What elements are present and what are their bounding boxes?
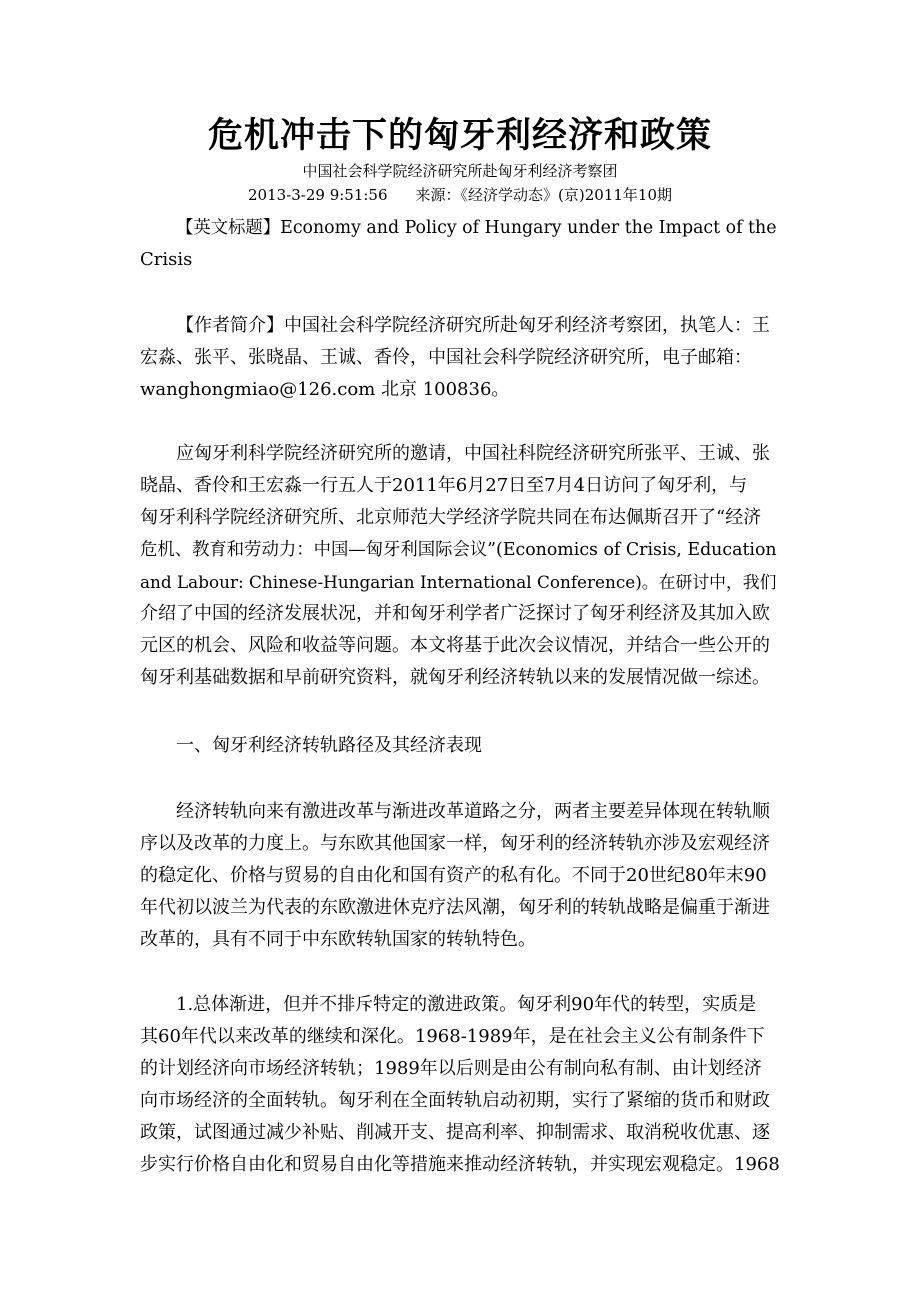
- paragraph-line: 1.总体渐进，但并不排斥特定的激进政策。匈牙利90年代的转型，实质是: [176, 994, 757, 1015]
- section1-paragraph-2: [140, 989, 780, 1181]
- paragraph-line: 步实行价格自由化和贸易自由化等措施来推动经济转轨，并实现宏观稳定。1968: [140, 1154, 780, 1175]
- paragraph-line: 匈牙利科学院经济研究所、北京师范大学经济学院共同在布达佩斯召开了“经济: [140, 507, 762, 528]
- paragraph-line: 元区的机会、风险和收益等问题。本文将基于此次会议情况，并结合一些公开的: [140, 635, 770, 656]
- publish-date: 2013-3-29 9:51:56: [247, 186, 388, 204]
- paragraph-line: 应匈牙利科学院经济研究所的邀请，中国社科院经济研究所张平、王诚、张: [176, 443, 770, 464]
- source-label: 来源：《经济学动态》(京)2011年10期: [415, 186, 672, 204]
- section-heading-text: 一、匈牙利经济转轨路径及其经济表现: [176, 735, 482, 756]
- section-heading: [140, 730, 780, 762]
- paragraph-line: 【英文标题】Economy and Policy of Hungary under the Impact of the: [176, 218, 777, 238]
- paragraph-line: 其60年代以来改革的继续和深化。1968-1989年，是在社会主义公有制条件下: [140, 1026, 765, 1047]
- paragraph-line: 介绍了中国的经济发展状况，并和匈牙利学者广泛探讨了匈牙利经济及其加入欧: [140, 603, 770, 624]
- paragraph-line: 的计划经济向市场经济转轨；1989年以后则是由公有制向私有制、由计划经济: [140, 1058, 762, 1079]
- paragraph-line: 改革的，具有不同于中东欧转轨国家的转轨特色。: [140, 929, 536, 950]
- paragraph-line: 向市场经济的全面转轨。匈牙利在全面转轨启动初期，实行了紧缩的货币和财政: [140, 1090, 770, 1111]
- paragraph-line: wanghongmiao@126.com 北京 100836。: [140, 379, 510, 400]
- paragraph-line: 危机、教育和劳动力：中国—匈牙利国际会议”(Economics of Crisis, Education: [140, 540, 777, 560]
- paragraph-line: 的稳定化、价格与贸易的自由化和国有资产的私有化。不同于20世纪80年末90: [140, 865, 767, 886]
- paragraph-line: 序以及改革的力度上。与东欧其他国家一样，匈牙利的经济转轨亦涉及宏观经济: [140, 833, 770, 854]
- publication-meta: [0, 184, 920, 205]
- paragraph-line: 宏淼、张平、张晓晶、王诚、香伶，中国社会科学院经济研究所，电子邮箱：: [140, 347, 752, 368]
- paragraph-line: 政策，试图通过减少补贴、削减开支、提高利率、抑制需求、取消税收优惠、逐: [140, 1122, 770, 1143]
- paragraph-line: 晓晶、香伶和王宏淼一行五人于2011年6月27日至7月4日访问了匈牙利，与: [140, 475, 748, 496]
- author-paragraph: [140, 310, 780, 406]
- paragraph-line: 经济转轨向来有激进改革与渐进改革道路之分，两者主要差异体现在转轨顺: [176, 801, 770, 822]
- paragraph-line: 【作者简介】中国社会科学院经济研究所赴匈牙利经济考察团，执笔人：王: [176, 315, 770, 336]
- paragraph-line: 年代初以波兰为代表的东欧激进休克疗法风潮，匈牙利的转轨战略是偏重于渐进: [140, 897, 770, 918]
- intro-paragraph: [140, 438, 780, 694]
- english-title-paragraph: [140, 212, 780, 276]
- author-organization: 中国社会科学院经济研究所赴匈牙利经济考察团: [302, 162, 618, 180]
- section1-paragraph-1: [140, 796, 780, 956]
- paragraph-line: Crisis: [140, 249, 193, 270]
- paragraph-line: and Labour: Chinese-Hungarian International Conference)。在研讨中，我们: [140, 572, 777, 592]
- paragraph-line: 匈牙利基础数据和早前研究资料，就匈牙利经济转轨以来的发展情况做一综述。: [140, 667, 770, 688]
- page-title: 危机冲击下的匈牙利经济和政策: [207, 116, 712, 156]
